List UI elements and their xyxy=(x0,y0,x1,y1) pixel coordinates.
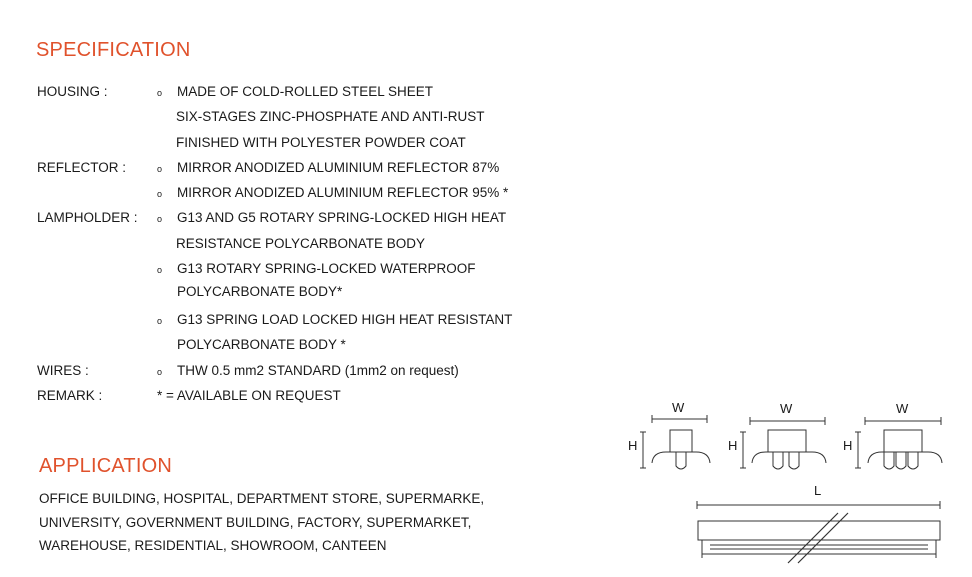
lampholder-line-2: RESISTANCE POLYCARBONATE BODY xyxy=(176,236,426,251)
lampholder-line-5: G13 SPRING LOAD LOCKED HIGH HEAT RESISTANT xyxy=(177,312,513,327)
wires-label: WIRES : xyxy=(37,363,89,378)
fixture-cross-section-2-lamp xyxy=(740,417,826,469)
fixture-cross-section-1-lamp xyxy=(640,415,710,469)
reflector-line-1: MIRROR ANODIZED ALUMINIUM REFLECTOR 87% xyxy=(177,160,500,175)
lampholder-line-1: G13 AND G5 ROTARY SPRING-LOCKED HIGH HEAT xyxy=(177,210,507,225)
application-line-3: WAREHOUSE, RESIDENTIAL, SHOWROOM, CANTEEN xyxy=(39,538,387,553)
application-line-2: UNIVERSITY, GOVERNMENT BUILDING, FACTORY, SUPERMARKET, xyxy=(39,515,472,530)
housing-line-2: SIX-STAGES ZINC-PHOSPHATE AND ANTI-RUST xyxy=(176,109,485,124)
fixture-side-view xyxy=(697,501,940,563)
lampholder-line-4: POLYCARBONATE BODY* xyxy=(177,284,343,299)
height-label-1: H xyxy=(628,438,638,453)
bullet-icon: o xyxy=(157,189,163,199)
housing-line-1: MADE OF COLD-ROLLED STEEL SHEET xyxy=(177,84,434,99)
bullet-icon: o xyxy=(157,164,163,174)
height-label-3: H xyxy=(843,438,853,453)
housing-label: HOUSING : xyxy=(37,84,108,99)
width-label-3: W xyxy=(896,401,909,416)
bullet-icon: o xyxy=(157,316,163,326)
bullet-icon: o xyxy=(157,214,163,224)
reflector-label: REFLECTOR : xyxy=(37,160,127,175)
application-line-1: OFFICE BUILDING, HOSPITAL, DEPARTMENT STORE, SUPERMARKE, xyxy=(39,491,485,506)
application-title: APPLICATION xyxy=(39,455,172,477)
width-label-1: W xyxy=(672,400,685,415)
reflector-line-2: MIRROR ANODIZED ALUMINIUM REFLECTOR 95% * xyxy=(177,185,509,200)
length-label: L xyxy=(814,483,822,498)
bullet-icon: o xyxy=(157,367,163,377)
remark-line: * = AVAILABLE ON REQUEST xyxy=(157,388,341,403)
lampholder-line-3: G13 ROTARY SPRING-LOCKED WATERPROOF xyxy=(177,261,476,276)
remark-label: REMARK : xyxy=(37,388,103,403)
specification-title: SPECIFICATION xyxy=(36,39,191,61)
housing-line-3: FINISHED WITH POLYESTER POWDER COAT xyxy=(176,135,466,150)
lampholder-line-6: POLYCARBONATE BODY * xyxy=(177,337,346,352)
height-label-2: H xyxy=(728,438,738,453)
wires-line: THW 0.5 mm2 STANDARD (1mm2 on request) xyxy=(177,363,459,378)
lampholder-label: LAMPHOLDER : xyxy=(37,210,138,225)
bullet-icon: o xyxy=(157,88,163,98)
bullet-icon: o xyxy=(157,265,163,275)
fixture-cross-section-3-lamp xyxy=(855,417,942,469)
width-label-2: W xyxy=(780,401,793,416)
